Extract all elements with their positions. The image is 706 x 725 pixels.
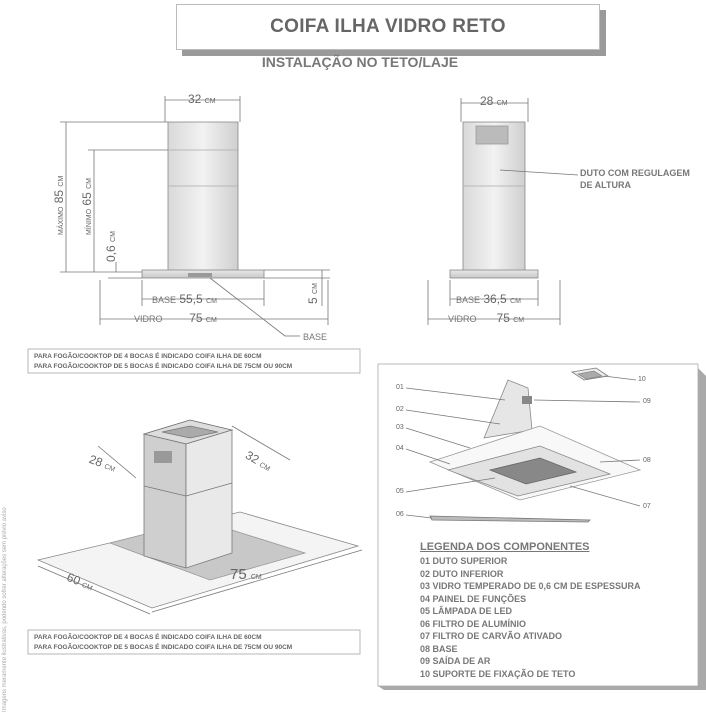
side-width-dim: 28 CM [480,94,508,108]
note-bottom-1: PARA FOGÃO/COOKTOP DE 4 BOCAS É INDICADO COIFA ILHA DE 60CM [34,634,262,641]
iso-depth-dim: 28 CM [87,452,116,474]
callout-03: 03 [396,424,404,431]
iso-glass-width-dim: 75 CM [230,566,262,583]
callout-02: 02 [396,406,404,413]
side-base-width-dim: BASE 36,5 CM [456,292,521,306]
legend-item: 06 FILTRO DE ALUMÍNIO [420,618,527,629]
callout-10: 10 [638,376,646,383]
duct-callout-line2: DE ALTURA [580,180,631,190]
legend-item: 01 DUTO SUPERIOR [420,556,508,566]
side-glass-width-dim: VIDRO 75 CM [448,311,525,325]
front-base-callout: BASE [303,332,328,342]
callout-09: 09 [643,398,651,405]
legend-item: 07 FILTRO DE CARVÃO ATIVADO [420,631,563,641]
legend-item: 04 PAINEL DE FUNÇÕES [420,593,527,604]
callout-06: 06 [396,511,404,518]
callout-01: 01 [396,384,404,391]
front-base-width-dim: BASE 55,5 CM [152,292,217,306]
front-width-dim: 32 CM [188,92,216,106]
side-view [428,98,578,325]
legend-title: LEGENDA DOS COMPONENTES [420,541,590,553]
legend-item: 03 VIDRO TEMPERADO DE 0,6 CM DE ESPESSURA [420,581,641,591]
note-top-1: PARA FOGÃO/COOKTOP DE 4 BOCAS É INDICADO COIFA ILHA DE 60CM [34,353,262,360]
front-glass-width-dim: VIDRO 75 CM [134,311,217,325]
legend-item: 02 DUTO INFERIOR [420,568,504,579]
iso-width-dim: 32 CM [243,448,271,474]
iso-glass-depth-dim: 60 CM [64,570,94,593]
callout-07: 07 [643,503,651,510]
disclaimer: Imagens meramente ilustrativas, podendo sofrer alterações sem prévio aviso [2,507,8,712]
front-max-height-dim: MÁXIMO 85 CM [52,175,66,235]
note-bottom-2: PARA FOGÃO/COOKTOP DE 5 BOCAS É INDICADO COIFA ILHA DE 75CM OU 90CM [34,644,293,651]
legend-item: 10 SUPORTE DE FIXAÇÃO DE TETO [420,668,576,679]
callout-08: 08 [643,457,651,464]
callout-04: 04 [396,445,404,452]
duct-callout-line1: DUTO COM REGULAGEM [580,168,690,178]
note-top-2: PARA FOGÃO/COOKTOP DE 5 BOCAS É INDICADO COIFA ILHA DE 75CM OU 90CM [34,363,293,370]
legend-item: 08 BASE [420,643,458,654]
legend-item: 05 LÂMPADA DE LED [420,606,513,616]
front-min-height-dim: MÍNIMO 65 CM [80,178,94,235]
front-glass-thickness-dim: 0,6 CM [104,231,118,262]
legend-item: 09 SAÍDA DE AR [420,656,491,666]
legend-list [420,556,641,681]
callout-05: 05 [396,488,404,495]
page-title: COIFA ILHA VIDRO RETO [270,16,506,37]
page-subtitle: INSTALAÇÃO NO TETO/LAJE [261,54,459,70]
front-base-height-dim: 5 CM [306,283,320,304]
